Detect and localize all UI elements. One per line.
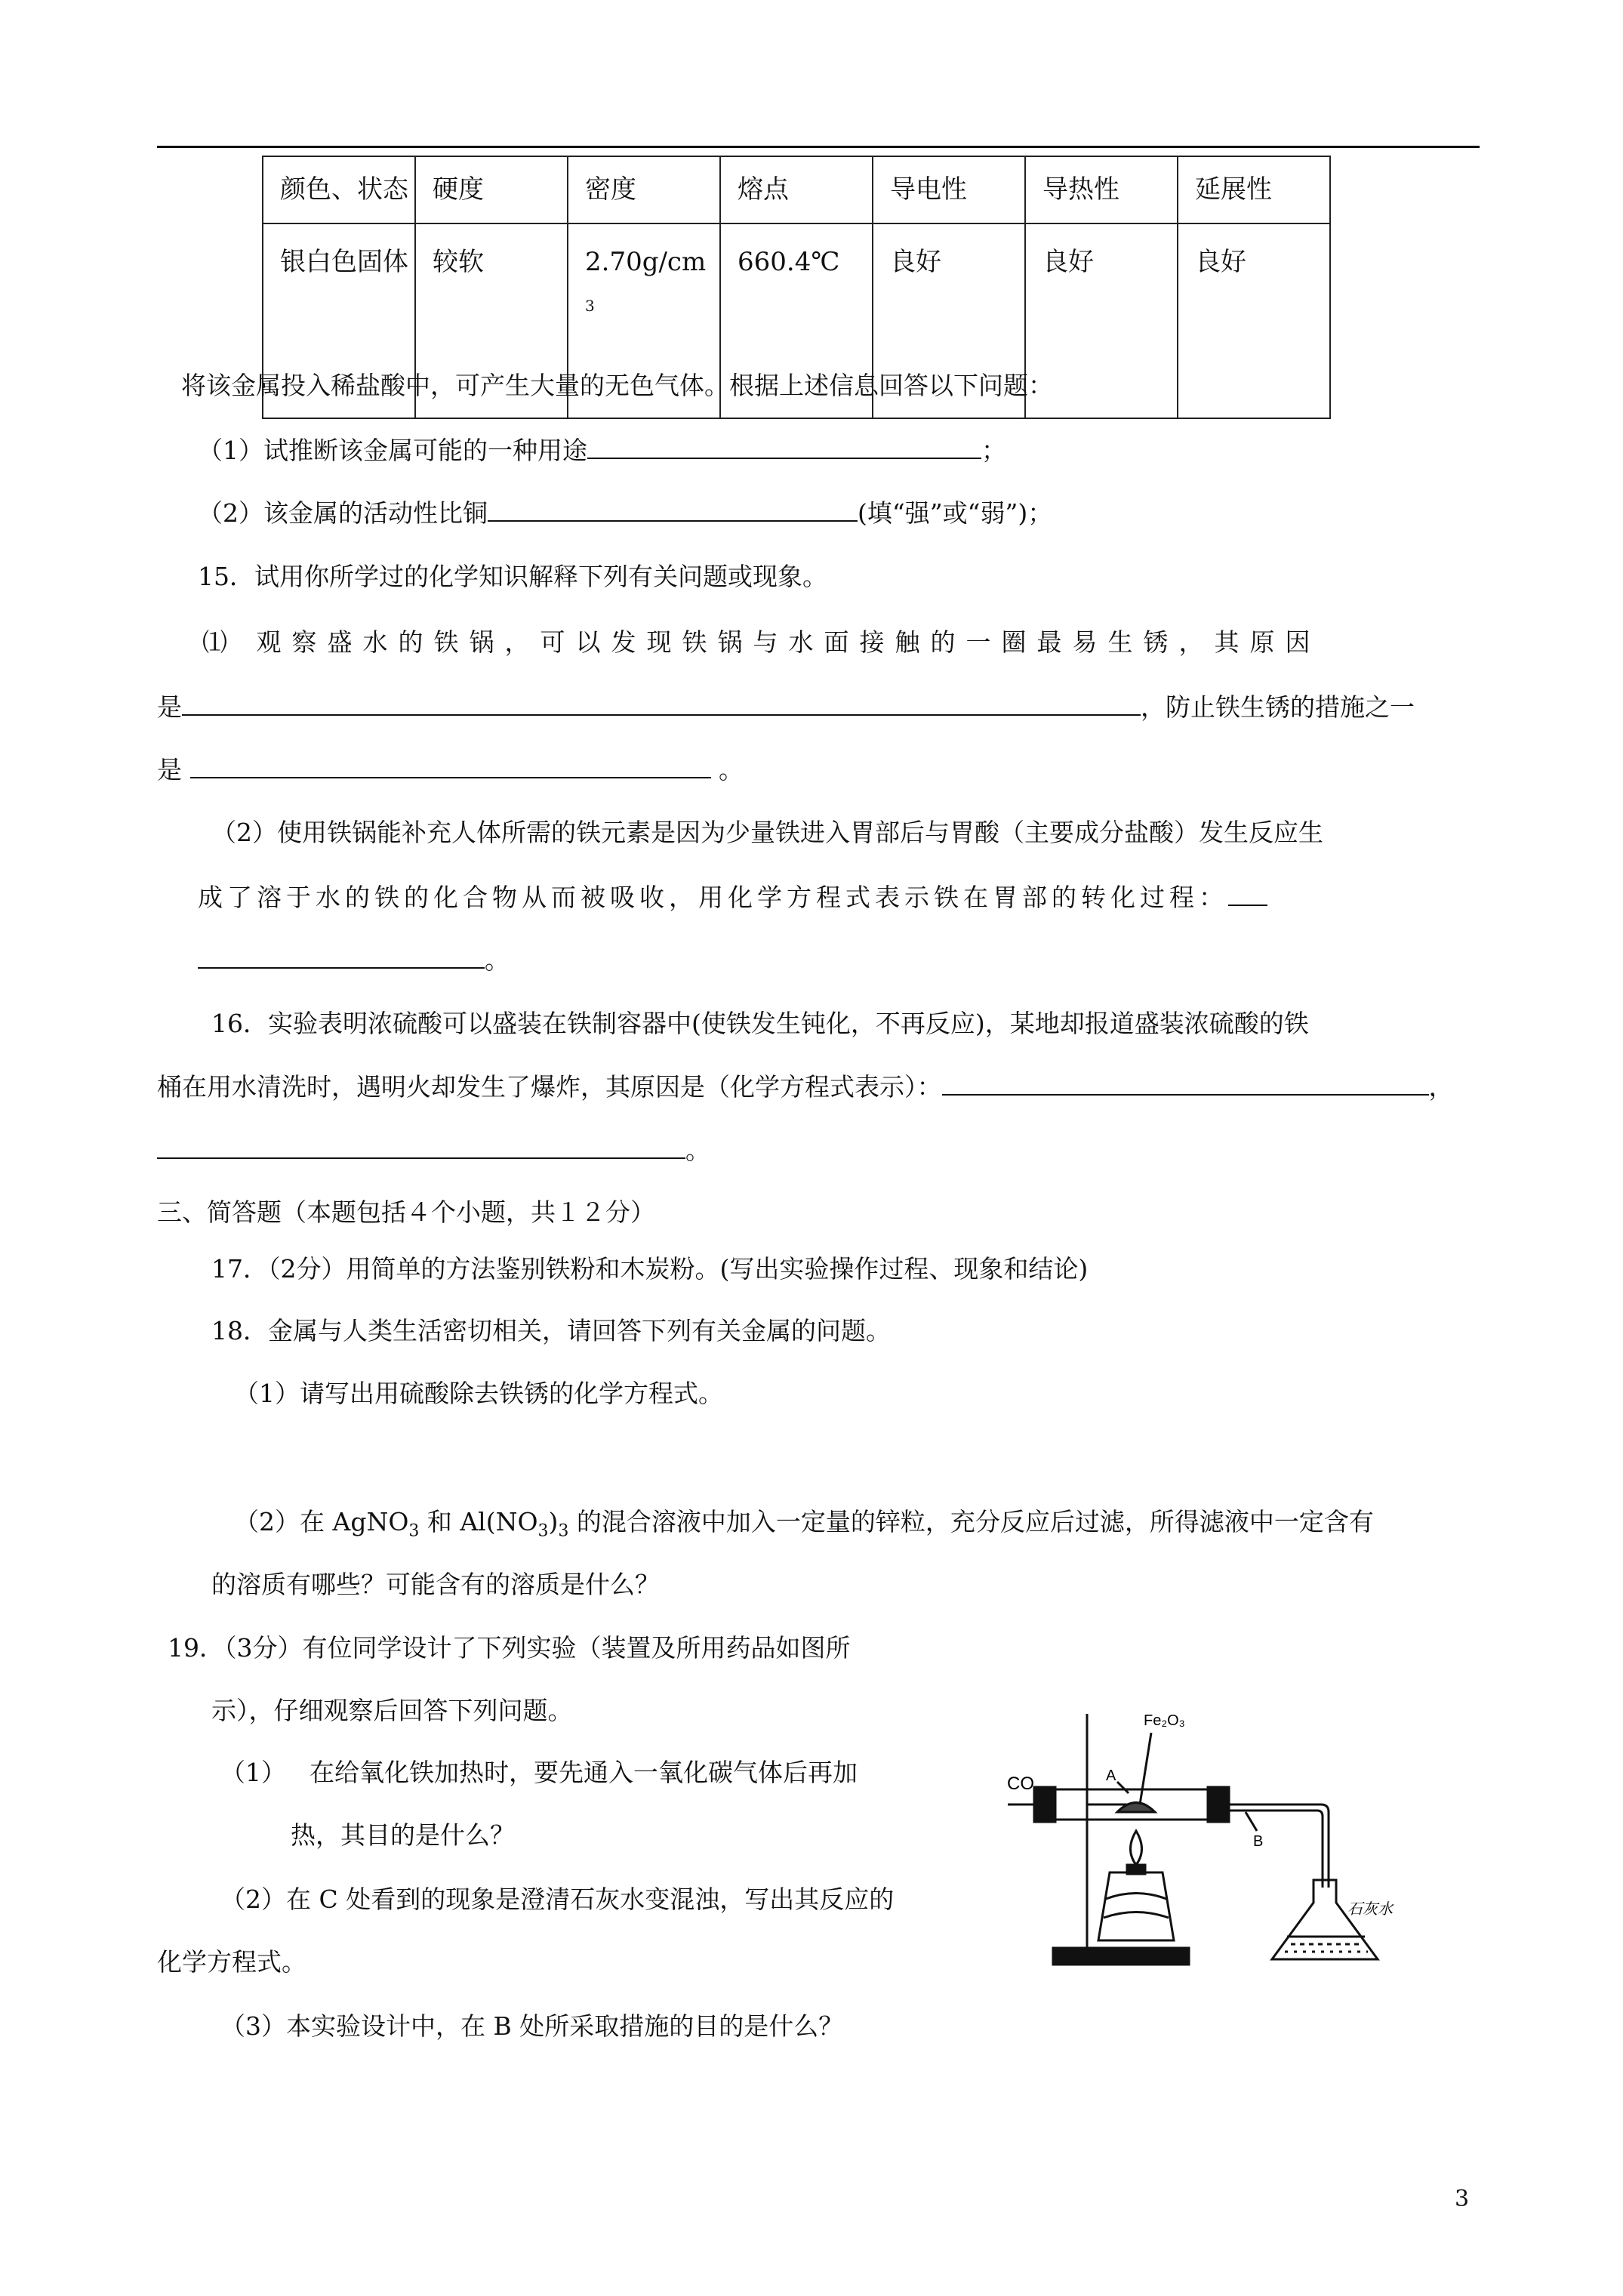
q19-line2: 示），仔细观察后回答下列问题。 bbox=[211, 1696, 573, 1725]
q15-part2-line1: （2）使用铁锅能补充人体所需的铁元素是因为少量铁进入胃部后与胃酸（主要成分盐酸）发生反应生 bbox=[211, 818, 1323, 847]
stand-base bbox=[1053, 1948, 1189, 1965]
q16-line3: 。 bbox=[157, 1130, 710, 1166]
q17: 17．（2分）用简单的方法鉴别铁粉和木炭粉。(写出实验操作过程、现象和结论) bbox=[211, 1254, 1089, 1284]
label-limewater: 石灰水 bbox=[1347, 1900, 1393, 1918]
q15-stem: 15．试用你所学过的化学知识解释下列有关问题或现象。 bbox=[198, 562, 827, 591]
table-cell: 良好 bbox=[1178, 223, 1330, 418]
q14-part2: （2）该金属的活动性比铜 (填“强”或“弱”)； bbox=[198, 493, 1052, 529]
label-co: CO bbox=[1007, 1774, 1034, 1794]
q16-line1: 16．实验表明浓硫酸可以盛装在铁制容器中(使铁发生钝化，不再反应)，某地却报道盛装浓硫酸的铁 bbox=[211, 1009, 1309, 1038]
table-header-row bbox=[263, 156, 1330, 223]
answer-blank[interactable] bbox=[190, 750, 711, 778]
table-header-cell: 颜色、状态 bbox=[263, 156, 415, 223]
q14-part1: （1）试推断该金属可能的一种用途 ； bbox=[198, 430, 1006, 467]
q19-part3: （3）本实验设计中，在 B 处所采取措施的目的是什么？ bbox=[220, 2011, 844, 2041]
label-fe2o3: Fe₂O₃ bbox=[1144, 1712, 1185, 1729]
table-header-cell: 密度 bbox=[568, 156, 720, 223]
q15-part1-line3: 是 。 bbox=[157, 750, 744, 786]
q18-stem: 18．金属与人类生活密切相关，请回答下列有关金属的问题。 bbox=[211, 1316, 891, 1345]
q15-part2-line2: 成了溶于水的铁的化合物从而被吸收，用化学方程式表示铁在胃部的转化过程： bbox=[198, 877, 1267, 914]
answer-blank[interactable] bbox=[182, 687, 1141, 716]
q18-part2-line1: （2）在 AgNO$_3$ 和 $Al(NO_3)_3$ 的混合溶液中加入一定量的锌粒，充分反应后过滤，所得滤液中一定含有 bbox=[234, 1507, 1374, 1541]
answer-blank[interactable] bbox=[198, 940, 485, 969]
table-header-cell: 熔点 bbox=[720, 156, 873, 223]
q18-part2-line2: 的溶质有哪些？可能含有的溶质是什么？ bbox=[211, 1570, 660, 1599]
flame-icon bbox=[1131, 1831, 1142, 1865]
table-header-cell: 导电性 bbox=[873, 156, 1025, 223]
q19-part2-line2: 化学方程式。 bbox=[157, 1947, 306, 1977]
table-cell: 660.4℃ bbox=[720, 223, 873, 418]
density-exponent: 3 bbox=[585, 297, 595, 315]
q19-part1-number: （1） bbox=[220, 1758, 286, 1787]
table-cell: 较软 bbox=[415, 223, 568, 418]
q16-line2: 桶在用水清洗时，遇明火却发生了爆炸，其原因是（化学方程式表示）： ， bbox=[157, 1067, 1454, 1103]
table-cell: 银白色固体 bbox=[263, 223, 415, 418]
header-rule bbox=[157, 146, 1480, 148]
alcohol-lamp bbox=[1098, 1872, 1174, 1940]
q15-part2-line3: 。 bbox=[198, 940, 510, 976]
q15-part1-line2: 是 ，防止铁生锈的措施之一 bbox=[157, 687, 1415, 723]
table-header-cell: 导热性 bbox=[1025, 156, 1178, 223]
q18-part1: （1）请写出用硫酸除去铁锈的化学方程式。 bbox=[234, 1379, 723, 1408]
q19-part2-line1: （2）在 C 处看到的现象是澄清石灰水变混浊，写出其反应的 bbox=[220, 1885, 895, 1914]
density-value: 2.70g/cm bbox=[585, 247, 707, 277]
q19-part1-text2: 热，其目的是什么？ bbox=[291, 1820, 515, 1850]
table-header-cell: 延展性 bbox=[1178, 156, 1330, 223]
left-stopper bbox=[1034, 1787, 1055, 1822]
q19-part1-text: 在给氧化铁加热时，要先通入一氧化碳气体后再加 bbox=[310, 1758, 858, 1787]
answer-blank[interactable] bbox=[1228, 877, 1267, 906]
co-reduction-apparatus-diagram bbox=[1004, 1699, 1397, 1978]
section-3-heading: 三、简答题（本题包括４个小题，共１２分） bbox=[157, 1197, 655, 1227]
table-cell: 良好 bbox=[1025, 223, 1178, 418]
q19-line1: 19．（3分）有位同学设计了下列实验（装置及所用药品如图所 bbox=[168, 1633, 851, 1663]
table-header-cell: 硬度 bbox=[415, 156, 568, 223]
erlenmeyer-flask bbox=[1272, 1880, 1378, 1959]
q15-part1-line1: ⑴ 观察盛水的铁锅，可以发现铁锅与水面接触的一圈最易生锈，其原因 bbox=[202, 627, 1321, 657]
right-stopper bbox=[1208, 1787, 1229, 1822]
answer-blank[interactable] bbox=[587, 430, 981, 459]
label-a: A bbox=[1106, 1767, 1116, 1784]
intro-text: 将该金属投入稀盐酸中，可产生大量的无色气体。根据上述信息回答以下问题： bbox=[181, 371, 1053, 400]
answer-blank[interactable] bbox=[157, 1130, 685, 1159]
label-b: B bbox=[1253, 1833, 1264, 1850]
answer-blank[interactable] bbox=[942, 1067, 1429, 1096]
table-cell: 良好 bbox=[873, 223, 1025, 418]
answer-blank[interactable] bbox=[488, 493, 858, 522]
page-number: 3 bbox=[1455, 2186, 1470, 2212]
